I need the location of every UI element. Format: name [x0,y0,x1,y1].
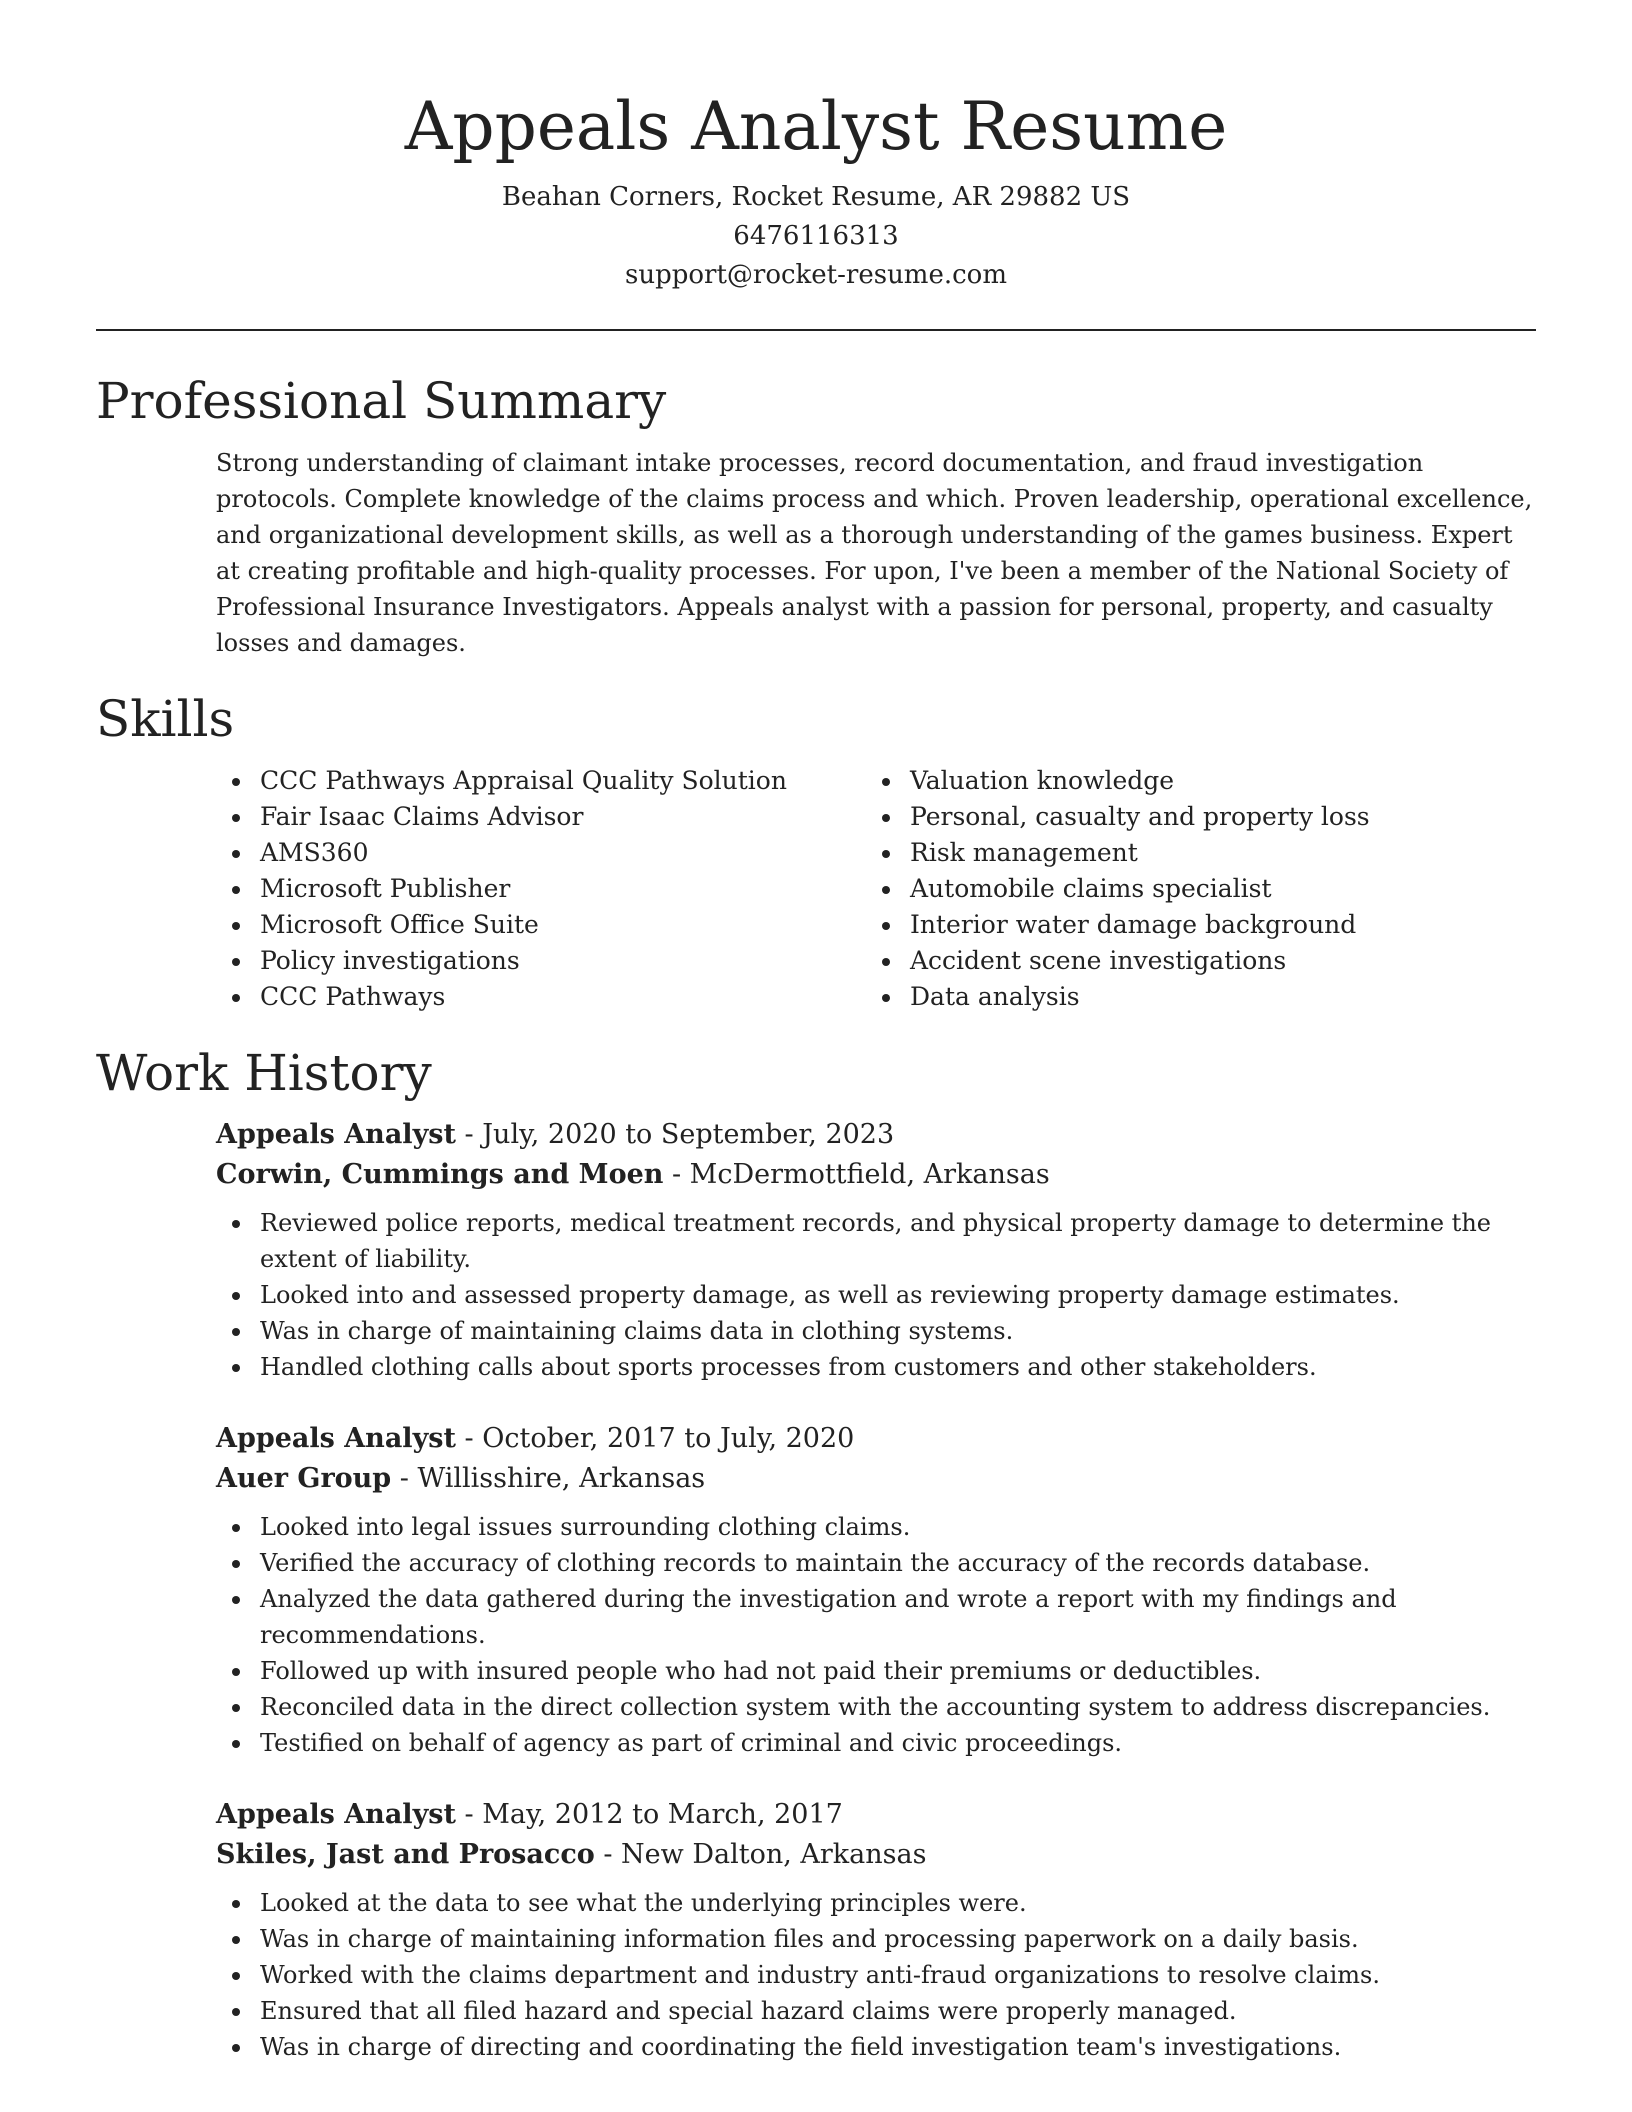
job-bullets [216,1885,1536,2065]
skills-column-left [216,763,866,1015]
job-dates: - October, 2017 to July, 2020 [455,1423,855,1454]
summary-heading: Professional Summary [96,372,667,430]
job-dates: - July, 2020 to September, 2023 [455,1119,895,1150]
job-entry [216,1115,1536,1195]
job-bullets [216,1205,1536,1385]
job-bullet: Testified on behalf of agency as part of criminal and civic proceedings. [216,1725,1536,1761]
job-entry [216,1419,1536,1499]
job-title: Appeals Analyst [216,1799,456,1830]
job-bullets [216,1509,1536,1761]
skill-item: Microsoft Office Suite [216,907,866,943]
job-bullet: Verified the accuracy of clothing records to maintain the accuracy of the records database. [216,1545,1536,1581]
contact-address: Beahan Corners, Rocket Resume, AR 29882 US [501,182,1131,212]
job-bullet: Reviewed police reports, medical treatment records, and physical property damage to determine the extent of liability. [216,1205,1536,1277]
job-bullet: Was in charge of maintaining information files and processing paperwork on a daily basis. [216,1921,1536,1957]
job-location: - Willisshire, Arkansas [391,1463,706,1494]
skill-item: Microsoft Publisher [216,871,866,907]
skills-heading: Skills [96,690,235,748]
job-company-line [216,1155,1536,1195]
job-entry [216,1795,1536,1875]
job-bullet: Handled clothing calls about sports processes from customers and other stakeholders. [216,1349,1536,1385]
skill-item: AMS360 [216,835,866,871]
skill-item: Data analysis [866,979,1516,1015]
skill-item: CCC Pathways Appraisal Quality Solution [216,763,866,799]
job-title-line [216,1419,1536,1459]
job-company: Auer Group [216,1463,392,1494]
job-bullet: Ensured that all filed hazard and special hazard claims were properly managed. [216,1993,1536,2029]
job-bullet: Reconciled data in the direct collection system with the accounting system to address discrepancies. [216,1689,1536,1725]
skill-item: CCC Pathways [216,979,866,1015]
job-bullet: Looked at the data to see what the underlying principles were. [216,1885,1536,1921]
skill-item: Interior water damage background [866,907,1516,943]
job-company-line [216,1459,1536,1499]
contact-block [96,178,1536,295]
skill-item: Personal, casualty and property loss [866,799,1516,835]
job-bullet: Followed up with insured people who had not paid their premiums or deductibles. [216,1653,1536,1689]
skill-item: Accident scene investigations [866,943,1516,979]
skill-item: Valuation knowledge [866,763,1516,799]
job-bullet: Analyzed the data gathered during the investigation and wrote a report with my findings and recommendations. [216,1581,1536,1653]
header-divider [96,329,1536,331]
skill-item: Fair Isaac Claims Advisor [216,799,866,835]
resume-page [96,0,1536,2065]
job-company-line [216,1835,1536,1875]
job-company: Corwin, Cummings and Moen [216,1159,664,1190]
job-location: - New Dalton, Arkansas [594,1839,927,1870]
job-dates: - May, 2012 to March, 2017 [455,1799,843,1830]
job-bullet: Looked into legal issues surrounding clothing claims. [216,1509,1536,1545]
job-bullet: Was in charge of maintaining claims data in clothing systems. [216,1313,1536,1349]
skill-item: Policy investigations [216,943,866,979]
skills-column-right [866,763,1516,1015]
job-bullet: Looked into and assessed property damage, as well as reviewing property damage estimates. [216,1277,1536,1313]
skills-list [216,763,1536,1015]
skill-item: Risk management [866,835,1516,871]
job-location: - McDermottfield, Arkansas [663,1159,1050,1190]
job-title: Appeals Analyst [216,1119,456,1150]
skill-item: Automobile claims specialist [866,871,1516,907]
job-title-line [216,1115,1536,1155]
resume-title: Appeals Analyst Resume [404,88,1228,165]
job-title-line [216,1795,1536,1835]
job-company: Skiles, Jast and Prosacco [216,1839,595,1870]
work-history-heading: Work History [96,1044,432,1102]
job-bullet: Worked with the claims department and industry anti-fraud organizations to resolve claims. [216,1957,1536,1993]
job-bullet: Was in charge of directing and coordinating the field investigation team's investigations. [216,2029,1536,2065]
job-title: Appeals Analyst [216,1423,456,1454]
contact-phone: 6476116313 [733,221,899,251]
contact-email: support@rocket-resume.com [624,260,1007,290]
summary-text: Strong understanding of claimant intake processes, record documentation, and fraud investigation protocols. Complete knowledge of the claims process and which. Proven leadership, operational excellence, and organizational development skills, as well as a thorough understanding of the games business. Expert at creating profitable and high-quality processes. For upon, I've been a member of the National Society of Professional Insurance Investigators. Appeals analyst with a passion for personal, property, and casualty losses and damages. [216,449,1533,657]
